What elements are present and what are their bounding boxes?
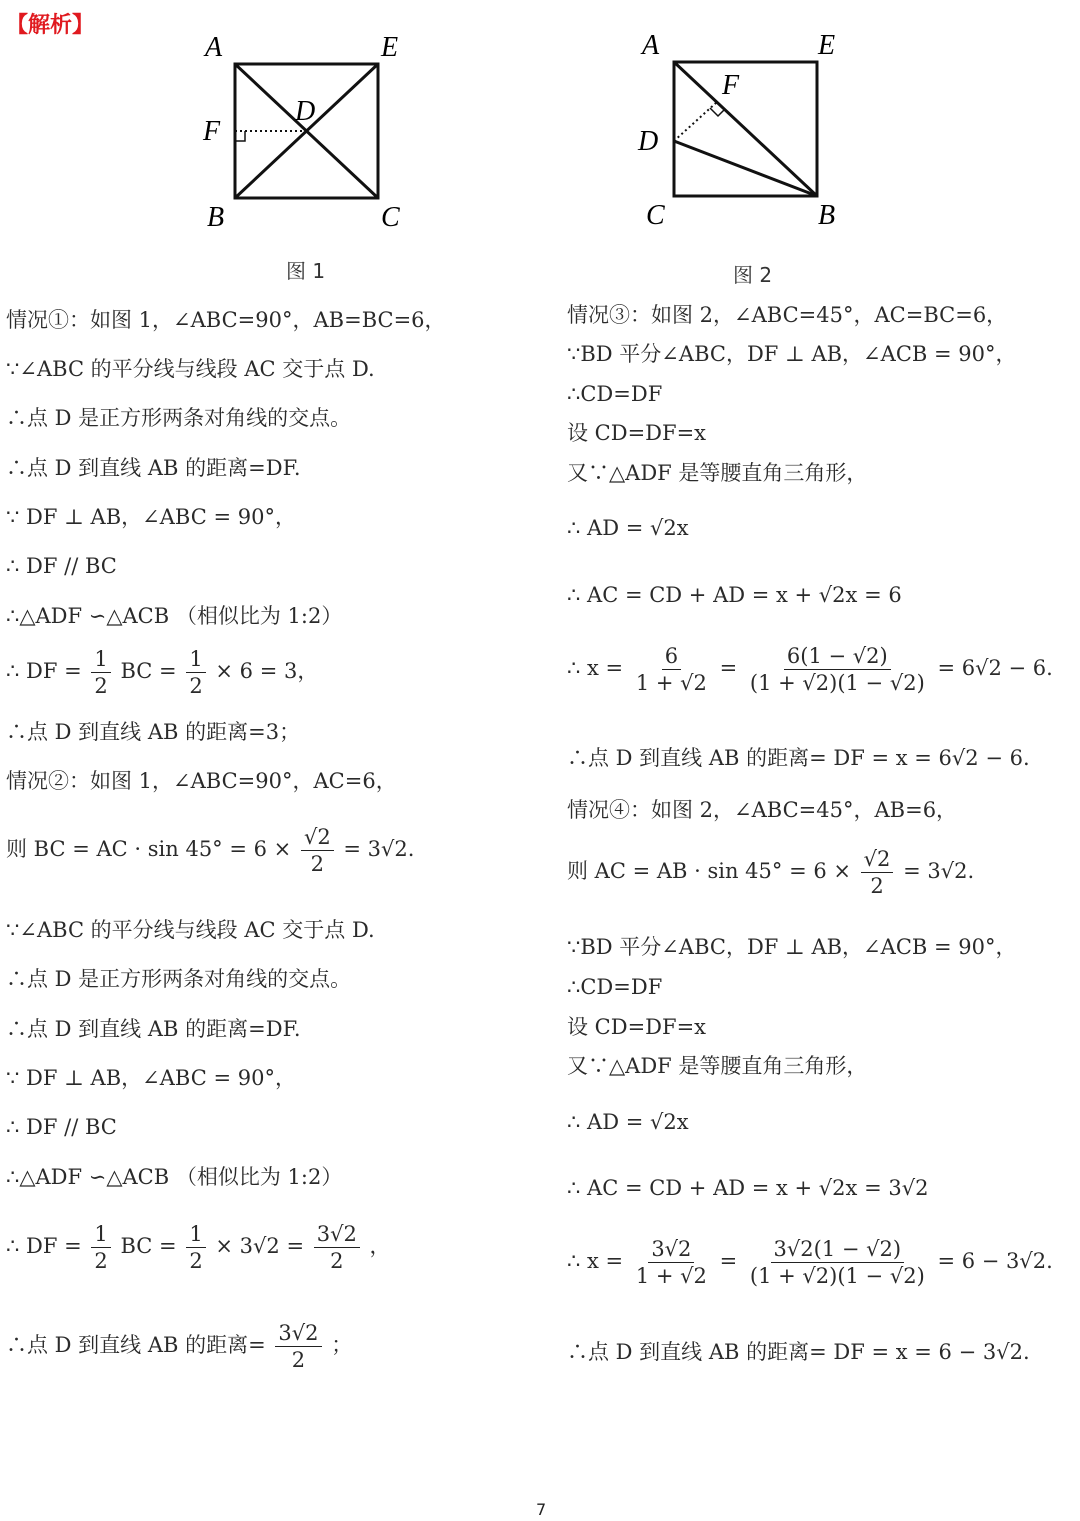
label-e: E [381,32,399,63]
figure-2 [632,28,862,238]
text: ∴点 D 到直线 AB 的距离= [6,1333,266,1358]
fraction: $\frac{3√2}{1 + √2}$ [635,1237,707,1289]
figure-1 [195,28,425,238]
fraction: $\frac{3√2(1 - √2)}{(1 + √2)(1 - √2)}$ [749,1237,925,1289]
label-f: F [722,70,740,101]
text: = 6√2 − 6. [937,656,1053,681]
case-4-heading: 情况④：如图 2，∠ABC=45°，AB=6， [567,798,958,822]
left-line-19 [6,1322,352,1371]
fraction: $\frac{3√2}{2}$ [275,1322,321,1371]
text: = 3√2. [903,859,975,884]
figure-2-diagram [632,28,862,238]
left-line-14: ∴点 D 到直线 AB 的距离=DF. [6,1017,301,1041]
fraction: $\frac{1}{2}$ [186,1223,205,1272]
fraction: $\frac{1}{2}$ [91,1223,110,1272]
label-d: D [295,96,316,127]
label-b: B [207,202,225,233]
left-line-6: ∴ DF // BC [6,554,117,578]
text: = 6 − 3√2. [937,1249,1053,1274]
right-line-5: 又∵△ADF 是等腰直角三角形， [567,461,868,485]
right-line-6: ∴ AD = √2x [567,516,689,540]
text: ∴ DF = [6,659,82,684]
label-d: D [638,126,659,157]
text: ∴ DF = [6,1234,82,1259]
left-line-17: ∴△ADF ∽△ACB （相似比为 1:2） [6,1165,343,1189]
right-line-16: ∴ AD = √2x [567,1110,689,1134]
right-line-4: 设 CD=DF=x [567,421,707,445]
left-line-9: ∴点 D 到直线 AB 的距离=3； [6,720,301,744]
text: ； [331,1333,353,1358]
text: ∴ x = [567,1249,624,1274]
label-c: C [646,200,665,231]
analysis-header: 【解析】 [6,13,95,38]
right-line-18 [567,1238,1053,1287]
text: 则 AC = AB · sin 45° = 6 × [567,859,851,884]
right-line-9: ∴点 D 到直线 AB 的距离= DF = x = 6√2 − 6. [567,746,1030,770]
label-a: A [642,30,660,61]
left-line-18 [6,1223,391,1272]
fraction: $\frac{√2}{2}$ [301,826,334,875]
text: ∴ x = [567,656,624,681]
right-line-19: ∴点 D 到直线 AB 的距离= DF = x = 6 − 3√2. [567,1340,1030,1364]
text: × 3√2 = [215,1234,305,1259]
text: BC = [120,1234,177,1259]
right-line-15: 又∵△ADF 是等腰直角三角形， [567,1054,868,1078]
fraction: $\frac{1}{2}$ [91,648,110,697]
left-line-16: ∴ DF // BC [6,1115,117,1139]
fraction: $\frac{6}{1 + √2}$ [635,644,707,696]
right-line-13: ∴CD=DF [567,975,663,999]
text: BC = [120,659,177,684]
label-f: F [203,116,221,147]
left-line-3: ∴点 D 是正方形两条对角线的交点。 [6,406,352,430]
fraction: $\frac{3√2}{2}$ [314,1223,360,1272]
text: = 3√2. [343,837,415,862]
right-line-12: ∵BD 平分∠ABC，DF ⊥ AB，∠ACB = 90°， [567,935,1017,959]
fraction: $\frac{6(1 - √2)}{(1 + √2)(1 - √2)}$ [749,644,925,696]
right-line-14: 设 CD=DF=x [567,1015,707,1039]
segment-db [674,141,817,196]
right-line-7: ∴ AC = CD + AD = x + √2x = 6 [567,583,902,607]
label-e: E [818,30,836,61]
case-1-heading: 情况①：如图 1，∠ABC=90°，AB=BC=6， [6,308,446,332]
text: ， [369,1234,391,1259]
left-line-15: ∵ DF ⊥ AB，∠ABC = 90°， [6,1066,296,1090]
text: 则 BC = AC · sin 45° = 6 × [6,837,292,862]
right-line-8 [567,645,1053,694]
left-line-5: ∵ DF ⊥ AB，∠ABC = 90°， [6,505,296,529]
diagonal-ab [674,62,817,196]
label-a: A [205,32,223,63]
label-b: B [818,200,836,231]
right-line-11 [567,848,974,897]
figure-1-diagram [195,28,425,238]
left-line-2: ∵∠ABC 的平分线与线段 AC 交于点 D. [6,357,375,381]
right-line-3: ∴CD=DF [567,382,663,406]
text: = [719,1249,738,1274]
left-line-11 [6,826,414,875]
case-2-heading: 情况②：如图 1，∠ABC=90°，AC=6， [6,769,397,793]
right-line-2: ∵BD 平分∠ABC，DF ⊥ AB，∠ACB = 90°， [567,342,1017,366]
left-line-13: ∴点 D 是正方形两条对角线的交点。 [6,967,352,991]
text: = [719,656,738,681]
left-line-8 [6,648,318,697]
figure-2-caption: 图 2 [733,263,773,287]
page-number: 7 [536,1500,547,1519]
text: × 6 = 3， [215,659,319,684]
fraction: $\frac{√2}{2}$ [861,848,894,897]
case-3-heading: 情况③：如图 2，∠ABC=45°，AC=BC=6， [567,303,1008,327]
right-line-17: ∴ AC = CD + AD = x + √2x = 3√2 [567,1176,929,1200]
figure-1-caption: 图 1 [286,259,326,283]
left-line-7: ∴△ADF ∽△ACB （相似比为 1:2） [6,604,343,628]
fraction: $\frac{1}{2}$ [186,648,205,697]
left-line-4: ∴点 D 到直线 AB 的距离=DF. [6,456,301,480]
label-c: C [381,202,400,233]
left-line-12: ∵∠ABC 的平分线与线段 AC 交于点 D. [6,918,375,942]
